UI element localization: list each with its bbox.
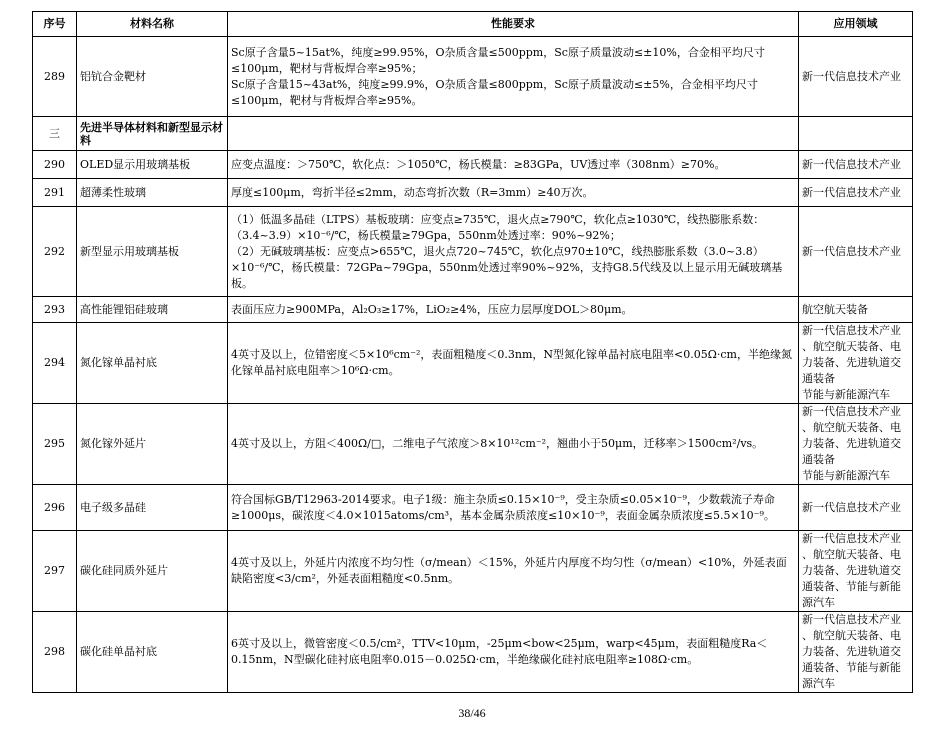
performance-requirements [228,179,799,207]
requirement-line: 6英寸及以上，微管密度＜0.5/cm²，TTV<10μm，-25μm<bow<25μm，warp<45μm，表面粗糙度Ra＜0.15nm，N型碳化硅衬底电阻率0.015－0.025Ω·cm，半绝缘碳化硅衬底电阻率≥108Ω·cm。 [231,637,768,666]
field-line: 新一代信息技术产业 [802,69,901,83]
performance-requirements [228,323,799,404]
field-line: 、航空航天装备、电 [802,421,901,434]
field-line: 新一代信息技术产业 [802,532,901,545]
performance-requirements [228,485,799,531]
application-field [799,404,913,485]
performance-requirements [228,37,799,117]
requirement-line: （1）低温多晶硅（LTPS）基板玻璃：应变点≥735℃，退火点≥790℃，软化点≥1030℃，线热膨胀系数：（3.4~3.9）×10⁻⁶/℃，杨氏模量≥79Gpa，550nm处透过率：90%~92%； [231,212,765,242]
application-field [799,531,913,612]
materials-table [32,11,913,693]
field-line: 源汽车 [802,677,835,690]
field-line: 节能与新能源汽车 [802,388,890,401]
field-line: 、航空航天装备、电 [802,548,901,561]
material-name: 新型显示用玻璃基板 [77,207,228,297]
table-row [33,117,913,151]
field-line: 新一代信息技术产业 [802,405,901,418]
application-field [799,151,913,179]
field-line: 力装备、先进轨道交 [802,356,901,369]
row-number: 291 [33,179,77,207]
application-field [799,37,913,117]
requirement-line: 4英寸及以上，位错密度＜5×10⁶cm⁻²，表面粗糙度＜0.3nm，N型氮化镓单晶衬底电阻率<0.05Ω·cm，半绝缘氮化镓单晶衬底电阻率＞10⁶Ω·cm。 [231,348,792,377]
row-number: 298 [33,612,77,693]
row-number: 290 [33,151,77,179]
requirement-line: 表面压应力≥900MPa，Al₂O₃≥17%，LiO₂≥4%，压应力层厚度DOL＞80μm。 [231,302,633,316]
field-line: 新一代信息技术产业 [802,613,901,626]
performance-requirements [228,117,799,151]
row-number: 294 [33,323,77,404]
requirement-line: 4英寸及以上，方阻＜400Ω/□，二维电子气浓度＞8×10¹²cm⁻²，翘曲小于50μm，迁移率＞1500cm²/vs。 [231,437,764,450]
performance-requirements [228,297,799,323]
header-name: 材料名称 [77,12,228,37]
table-row [33,531,913,612]
field-line: 、航空航天装备、电 [802,629,901,642]
requirement-line: （2）无碱玻璃基板：应变点>655℃，退火点720~745℃，软化点970±10℃，线热膨胀系数（3.0~3.8）×10⁻⁶/℃，杨氏模量：72GPa~79Gpa，550nm处透过率90%~92%，支持G8.5代线及以上显示用无碱玻璃基板。 [231,244,783,290]
requirement-line: 厚度≤100μm，弯折半径≤2mm，动态弯折次数（R=3mm）≥40万次。 [231,185,594,199]
material-name: 铝钪合金靶材 [77,37,228,117]
material-name: 碳化硅单晶衬底 [77,612,228,693]
field-line: 力装备、先进轨道交 [802,564,901,577]
row-number: 293 [33,297,77,323]
field-line: 力装备、先进轨道交 [802,437,901,450]
field-line: 航空航天装备 [802,302,868,316]
row-number: 289 [33,37,77,117]
field-line: 通装备 [802,453,835,466]
performance-requirements [228,404,799,485]
application-field [799,485,913,531]
material-name: 超薄柔性玻璃 [77,179,228,207]
row-number: 295 [33,404,77,485]
field-line: 新一代信息技术产业 [802,185,901,199]
field-line: 通装备 [802,372,835,385]
table-row [33,37,913,117]
requirement-line: 符合国标GB/T12963-2014要求。电子1级：施主杂质≤0.15×10⁻⁹，受主杂质≤0.05×10⁻⁹，少数载流子寿命≥1000μs，碳浓度＜4.0×1015atoms/cm³，基本金属杂质浓度≤10×10⁻⁹，表面金属杂质浓度≤5.5×10⁻⁹。 [231,492,775,522]
page-number: 38/46 [458,706,486,720]
field-line: 、航空航天装备、电 [802,340,901,353]
material-name: 碳化硅同质外延片 [77,531,228,612]
field-line: 新一代信息技术产业 [802,244,901,258]
material-name: 氮化镓外延片 [77,404,228,485]
table-row [33,297,913,323]
material-name: 先进半导体材料和新型显示材料 [77,117,228,151]
row-number: 296 [33,485,77,531]
table-row [33,207,913,297]
performance-requirements [228,531,799,612]
table-row [33,612,913,693]
performance-requirements [228,612,799,693]
field-line: 新一代信息技术产业 [802,500,901,514]
material-name: 氮化镓单晶衬底 [77,323,228,404]
requirement-line: Sc原子含量5~15at%，纯度≥99.95%，O杂质含量≤500ppm，Sc原子质量波动≤±10%，合金相平均尺寸≤100μm，靶材与背板焊合率≥95%； [231,45,765,75]
row-number: 三 [33,117,77,151]
field-line: 节能与新能源汽车 [802,469,890,482]
field-line: 通装备、节能与新能 [802,661,901,674]
application-field [799,117,913,151]
application-field [799,207,913,297]
application-field [799,612,913,693]
performance-requirements [228,207,799,297]
header-requirements: 性能要求 [228,12,799,37]
requirement-line: 应变点温度：＞750℃，软化点：＞1050℃，杨氏模量：≥83GPa，UV透过率（308nm）≥70%。 [231,157,726,171]
field-line: 力装备、先进轨道交 [802,645,901,658]
application-field [799,179,913,207]
requirement-line: 4英寸及以上，外延片内浓度不均匀性（σ/mean）＜15%，外延片内厚度不均匀性（σ/mean）<10%，外延表面缺陷密度<3/cm²，外延表面粗糙度<0.5nm。 [231,556,787,585]
row-number: 297 [33,531,77,612]
table-row [33,151,913,179]
material-name: 电子级多晶硅 [77,485,228,531]
field-line: 源汽车 [802,596,835,609]
material-name: OLED显示用玻璃基板 [77,151,228,179]
header-row [33,12,913,37]
application-field [799,323,913,404]
header-num: 序号 [33,12,77,37]
table-row [33,323,913,404]
field-line: 新一代信息技术产业 [802,157,901,171]
table-row [33,404,913,485]
material-name: 高性能锂铝硅玻璃 [77,297,228,323]
application-field [799,297,913,323]
field-line: 新一代信息技术产业 [802,324,901,337]
header-field: 应用领域 [799,12,913,37]
requirement-line: Sc原子含量15~43at%，纯度≥99.9%，O杂质含量≤800ppm，Sc原子质量波动≤±5%，合金相平均尺寸≤100μm，靶材与背板焊合率≥95%。 [231,77,758,107]
row-number: 292 [33,207,77,297]
field-line: 通装备、节能与新能 [802,580,901,593]
table-row [33,179,913,207]
performance-requirements [228,151,799,179]
table-row [33,485,913,531]
